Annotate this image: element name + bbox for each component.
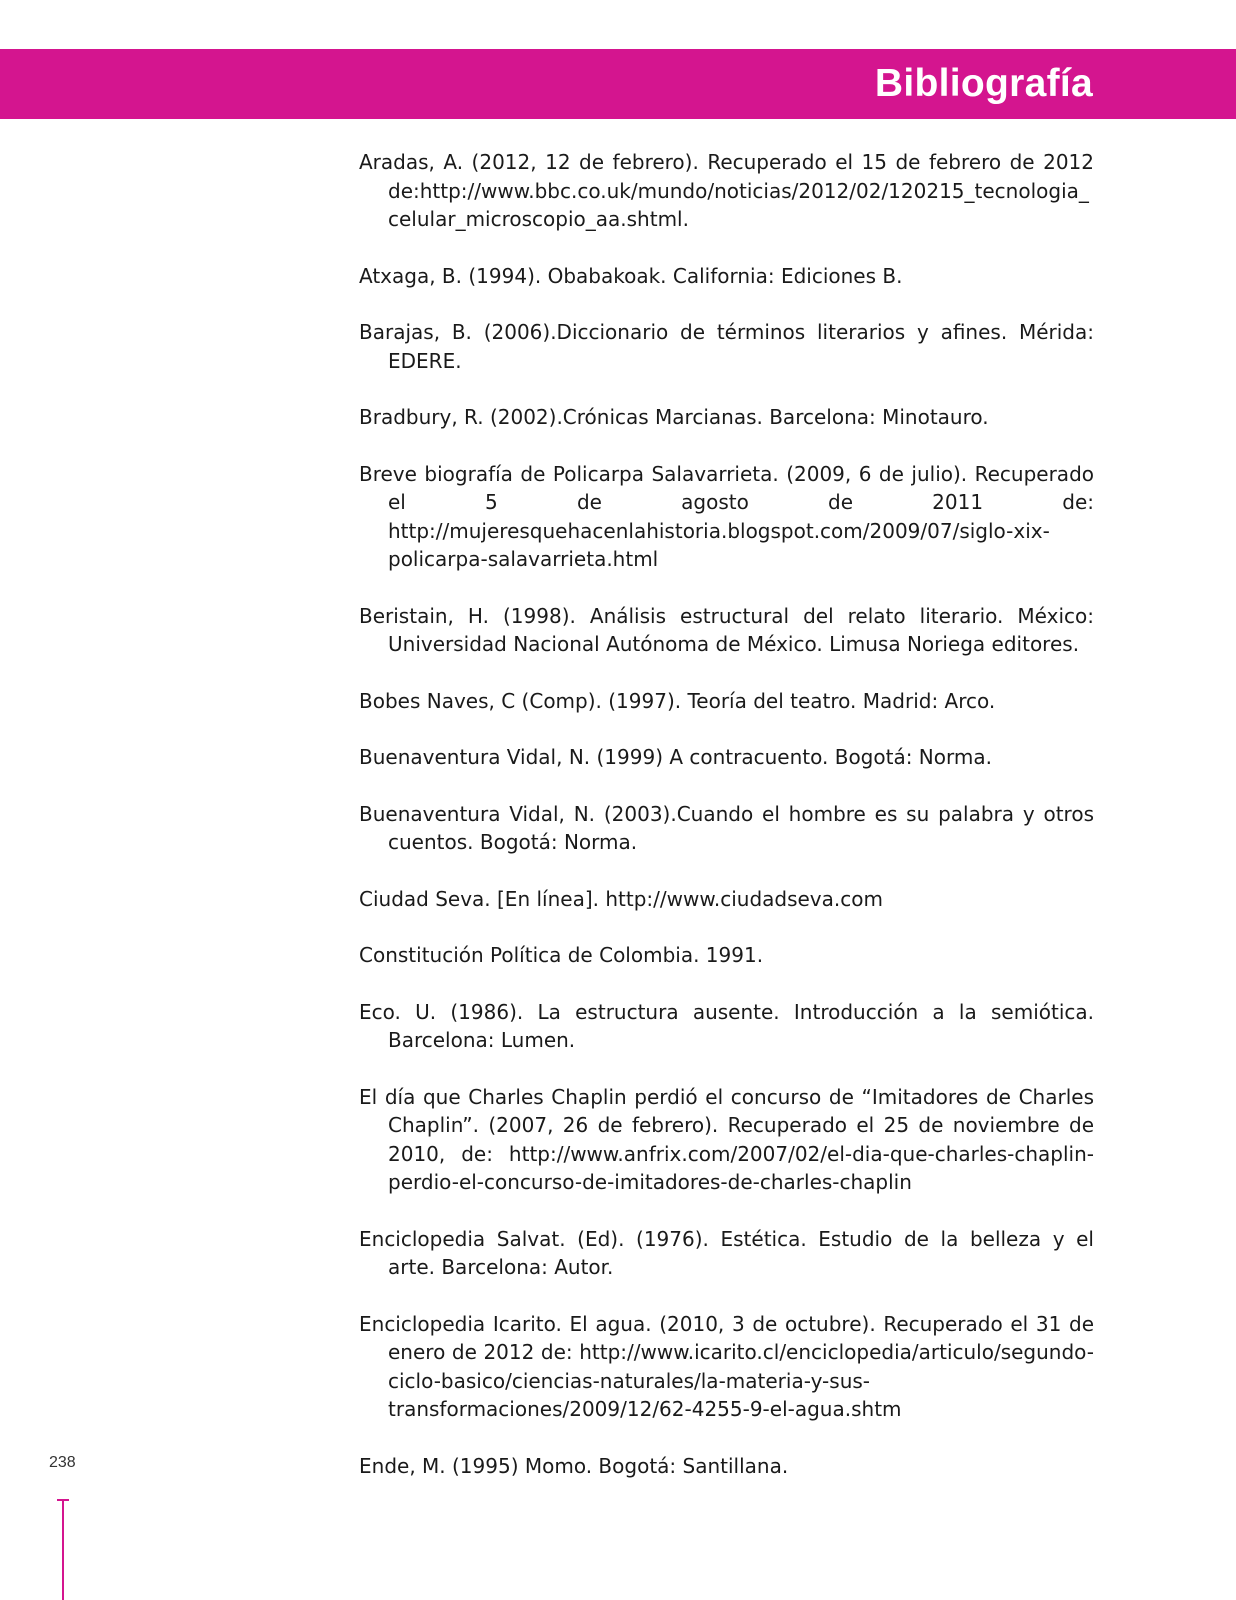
header-band: [0, 49, 1236, 119]
reference-entry: Breve biografía de Policarpa Salavarrieta. (2009, 6 de julio). Recuperado el 5 de agosto de 2011 de: http://mujeresquehacenlahistoria.blogspot.com/2009/07/siglo-xix-policarpa-salavarrieta.html: [359, 461, 1094, 571]
reference-entry: El día que Charles Chaplin perdió el concurso de “Imitadores de Charles Chaplin”. (2007, 26 de febrero). Recuperado el 25 de noviembre de 2010, de: http://www.anfrix.com/2007/02/el-dia-que-charles-chaplin-perdio-el-concurso-de-imitadores-de-charles-chaplin: [359, 1084, 1094, 1194]
page-number: 238: [49, 1454, 76, 1471]
reference-entry: Enciclopedia Icarito. El agua. (2010, 3 de octubre). Recuperado el 31 de enero de 2012 de: http://www.icarito.cl/enciclopedia/articulo/segundo-ciclo-basico/ciencias-naturales/la-materia-y-sus-transformaciones/2009/12/62-4255-9-el-agua.shtm: [359, 1311, 1094, 1421]
reference-entry: Barajas, B. (2006).Diccionario de términos literarios y afines. Mérida: EDERE.: [359, 320, 1094, 373]
reference-entry: Ciudad Seva. [En línea]. http://www.ciudadseva.com: [359, 886, 883, 911]
reference-entry: Enciclopedia Salvat. (Ed). (1976). Estética. Estudio de la belleza y el arte. Barcelona: Autor.: [359, 1226, 1094, 1279]
reference-entry: Ende, M. (1995) Momo. Bogotá: Santillana.: [359, 1453, 789, 1478]
margin-rule: [62, 1500, 64, 1600]
reference-entry: Constitución Política de Colombia. 1991.: [359, 943, 764, 967]
reference-entry: Eco. U. (1986). La estructura ausente. Introducción a la semiótica. Barcelona: Lumen.: [359, 999, 1094, 1052]
reference-entry: Beristain, H. (1998). Análisis estructural del relato literario. México: Universidad Nacional Autónoma de México. Limusa Noriega editores.: [359, 603, 1094, 656]
reference-entry: Bobes Naves, C (Comp). (1997). Teoría del teatro. Madrid: Arco.: [359, 688, 996, 713]
reference-entry: Aradas, A. (2012, 12 de febrero). Recuperado el 15 de febrero de 2012 de:http://www.bbc.co.uk/mundo/noticias/2012/02/120215_tecnologia_celular_microscopio_aa.shtml.: [359, 150, 1094, 231]
reference-entry: Bradbury, R. (2002).Crónicas Marcianas. Barcelona: Minotauro.: [359, 405, 989, 429]
reference-entry: Buenaventura Vidal, N. (2003).Cuando el hombre es su palabra y otros cuentos. Bogotá: Norma.: [359, 801, 1094, 854]
page-title: Bibliografía: [874, 62, 1093, 105]
reference-entry: Atxaga, B. (1994). Obabakoak. California: Ediciones B.: [359, 263, 903, 288]
reference-entry: Buenaventura Vidal, N. (1999) A contracuento. Bogotá: Norma.: [359, 745, 992, 769]
bibliography-list: [359, 148, 1094, 1508]
